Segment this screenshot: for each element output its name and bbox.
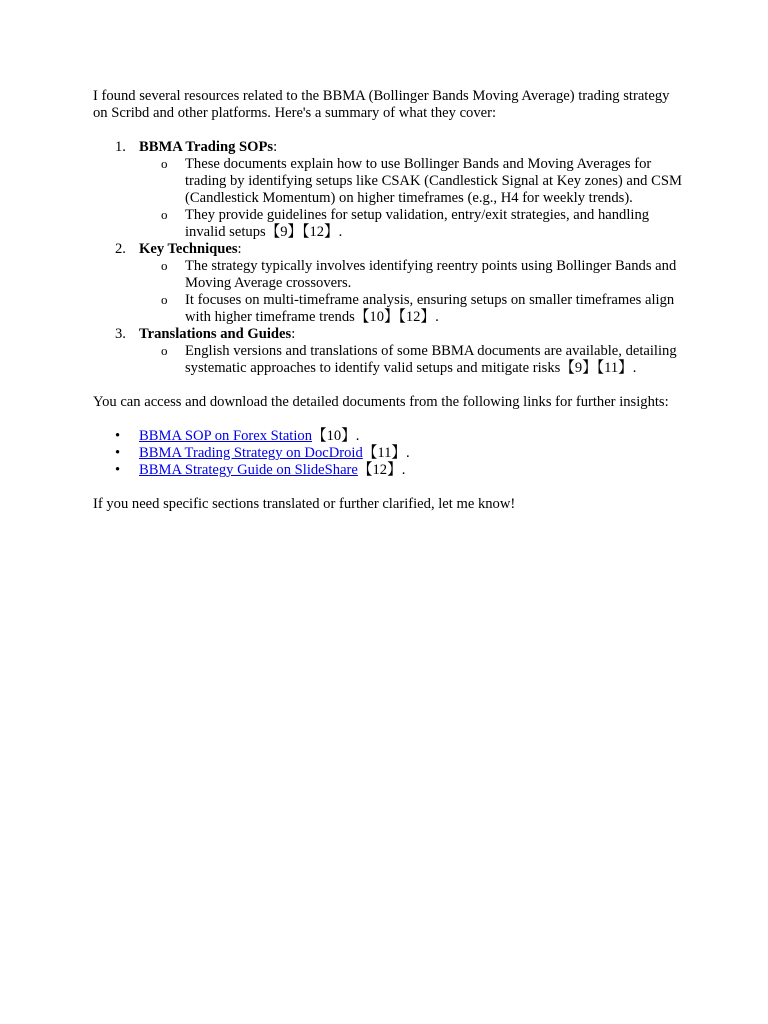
sub-item-text: These documents explain how to use Bollinger Bands and Moving Averages for trading by identifying setups like CSAK (Candlestick Signal at Key zones) and CSM (Candlestick Momentum) on higher timeframes (e.g., H4 for weekly trends). [185, 156, 682, 206]
link-list-item [93, 462, 683, 479]
sub-list-item [139, 343, 683, 377]
citation-ref: 【12】. [357, 462, 406, 478]
bullet-icon: • [115, 428, 121, 444]
link-docdroid[interactable]: BBMA Trading Strategy on DocDroid [139, 445, 363, 461]
sub-list-item [139, 258, 683, 292]
item-title: Translations and Guides [139, 326, 292, 342]
sub-item-text: The strategy typically involves identifying reentry points using Bollinger Bands and Moving Average crossovers. [185, 258, 677, 291]
sub-list [139, 258, 683, 326]
item-colon: : [291, 326, 296, 342]
circle-bullet-icon: o [161, 292, 168, 307]
links-intro-paragraph: You can access and download the detailed documents from the following links for further insights: [93, 394, 669, 410]
links-list [93, 428, 683, 479]
sub-item-text: It focuses on multi-timeframe analysis, ensuring setups on smaller timeframes align with higher timeframe trends【10】【12】. [185, 292, 675, 325]
circle-bullet-icon: o [161, 343, 168, 358]
sub-list-item [139, 156, 683, 207]
bullet-icon: • [115, 462, 121, 478]
link-forex-station[interactable]: BBMA SOP on Forex Station [139, 428, 312, 444]
item-title: Key Techniques [139, 241, 238, 257]
item-colon: : [237, 241, 242, 257]
link-slideshare[interactable]: BBMA Strategy Guide on SlideShare [139, 462, 358, 478]
circle-bullet-icon: o [161, 258, 168, 273]
link-list-item [93, 428, 683, 445]
sub-list [139, 343, 683, 377]
item-colon: : [273, 139, 278, 155]
item-number: 3. [115, 326, 126, 342]
summary-item [93, 326, 683, 377]
sub-item-text: English versions and translations of some BBMA documents are available, detailing systematic approaches to identify valid setups and mitigate risks【9】【11】. [185, 343, 677, 376]
item-title: BBMA Trading SOPs [139, 139, 274, 155]
citation-ref: 【11】. [362, 445, 410, 461]
sub-list [139, 156, 683, 241]
link-list-item [93, 445, 683, 462]
circle-bullet-icon: o [161, 156, 168, 171]
document-body [93, 88, 683, 513]
summary-item [93, 241, 683, 326]
sub-list-item [139, 207, 683, 241]
summary-item [93, 139, 683, 241]
sub-list-item [139, 292, 683, 326]
bullet-icon: • [115, 445, 121, 461]
item-number: 2. [115, 241, 126, 257]
circle-bullet-icon: o [161, 207, 168, 222]
sub-item-text: They provide guidelines for setup validation, entry/exit strategies, and handling invalid setups【9】【12】. [185, 207, 650, 240]
item-number: 1. [115, 139, 126, 155]
citation-ref: 【10】. [312, 428, 360, 444]
intro-paragraph: I found several resources related to the BBMA (Bollinger Bands Moving Average) trading strategy on Scribd and other platforms. Here's a summary of what they cover: [93, 88, 670, 121]
closing-paragraph: If you need specific sections translated or further clarified, let me know! [93, 496, 516, 512]
summary-list [93, 139, 683, 377]
